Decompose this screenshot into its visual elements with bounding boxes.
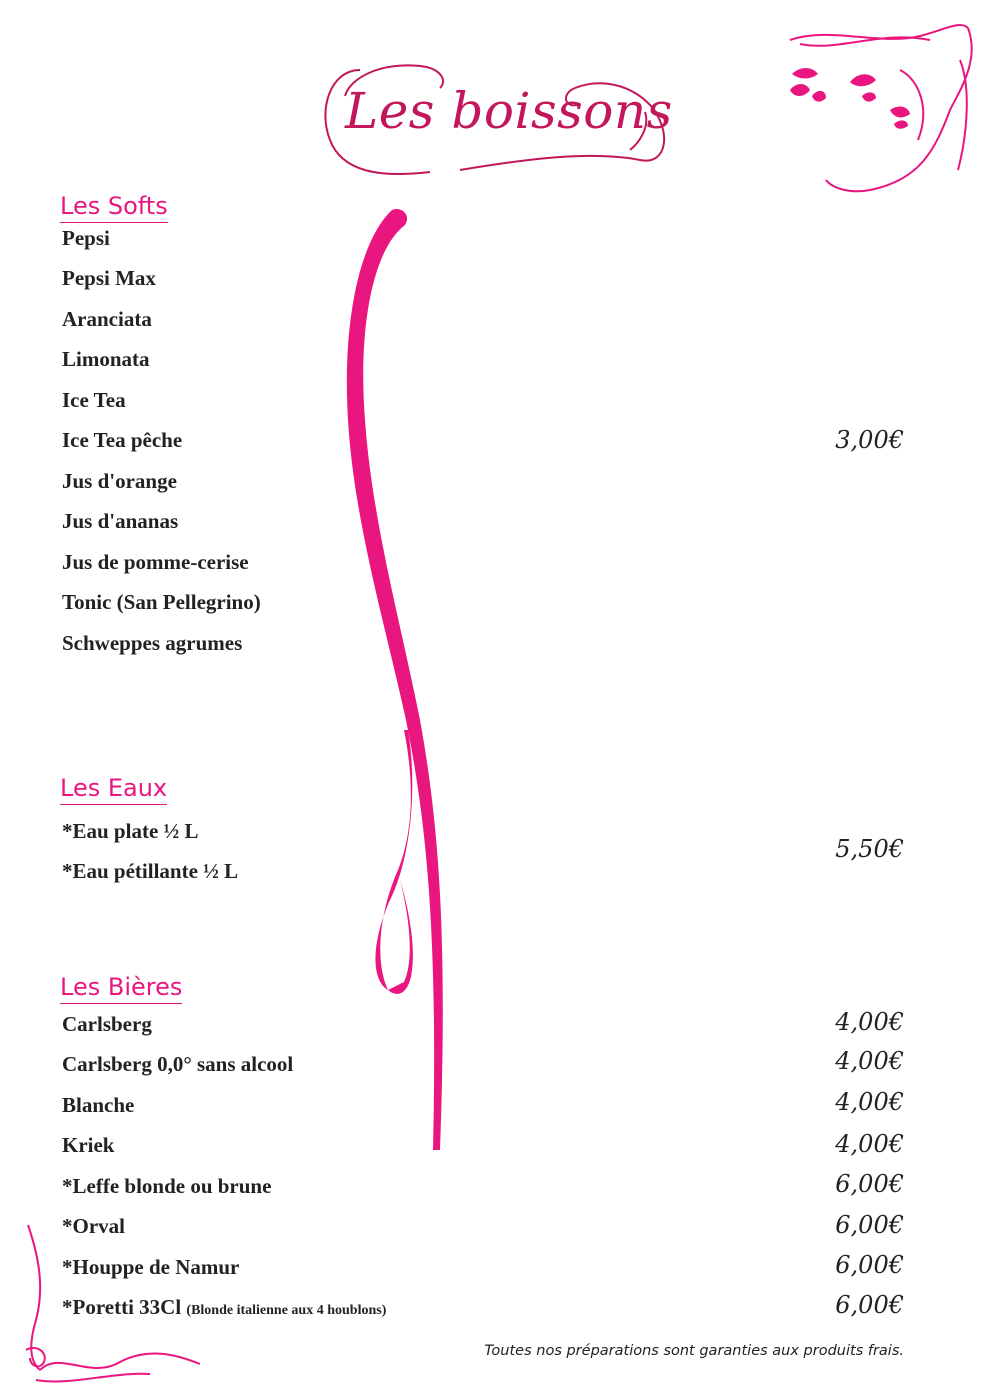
menu-item: Tonic (San Pellegrino): [62, 590, 261, 614]
corner-ornament-top-right-icon: [790, 25, 972, 191]
section-title-bieres: Les Bières: [60, 973, 183, 1001]
footer-note: Toutes nos préparations sont garanties aux produits frais.: [484, 1343, 904, 1359]
central-flourish-icon: [347, 209, 443, 1150]
item-price: 4,00€: [835, 1047, 904, 1075]
menu-item: Jus d'orange: [62, 469, 177, 493]
menu-item: Ice Tea pêche: [62, 428, 183, 452]
section-title-eaux: Les Eaux: [60, 774, 168, 802]
menu-item: Jus d'ananas: [62, 509, 179, 533]
menu-item: Blanche: [62, 1093, 135, 1117]
item-price: 6,00€: [835, 1291, 904, 1319]
menu-item: Carlsberg 0,0° sans alcool: [62, 1052, 294, 1076]
section-title-softs: Les Softs: [60, 192, 168, 220]
menu-item: Limonata: [62, 347, 150, 371]
item-price: 6,00€: [835, 1211, 904, 1239]
menu-item: Pepsi Max: [62, 266, 156, 290]
menu-item: Kriek: [62, 1133, 115, 1157]
menu-item: Schweppes agrumes: [62, 631, 243, 655]
menu-item-name: *Poretti 33Cl: [62, 1295, 182, 1319]
item-price: 6,00€: [835, 1251, 904, 1279]
section-price-eaux: 5,50€: [835, 835, 904, 863]
section-price-softs: 3,00€: [835, 426, 904, 454]
item-price: 4,00€: [835, 1008, 904, 1036]
item-price: 4,00€: [835, 1130, 904, 1158]
menu-item: *Eau pétillante ½ L: [62, 859, 239, 883]
menu-item: *Orval: [62, 1214, 125, 1238]
menu-item-note: (Blonde italienne aux 4 houblons): [186, 1303, 387, 1318]
item-price: 4,00€: [835, 1088, 904, 1116]
item-price: 6,00€: [835, 1170, 904, 1198]
menu-item: Jus de pomme-cerise: [62, 550, 249, 574]
menu-item: *Houppe de Namur: [62, 1255, 240, 1279]
menu-item: Ice Tea: [62, 388, 126, 412]
menu-item: [62, 1295, 386, 1320]
menu-item: Aranciata: [62, 307, 152, 331]
menu-item: *Eau plate ½ L: [62, 819, 199, 843]
leaf-cluster-icon: [790, 68, 910, 129]
menu-item: *Leffe blonde ou brune: [62, 1174, 272, 1198]
menu-item: Pepsi: [62, 226, 110, 250]
page-title: Les boissons: [345, 82, 673, 140]
menu-item: Carlsberg: [62, 1012, 152, 1036]
